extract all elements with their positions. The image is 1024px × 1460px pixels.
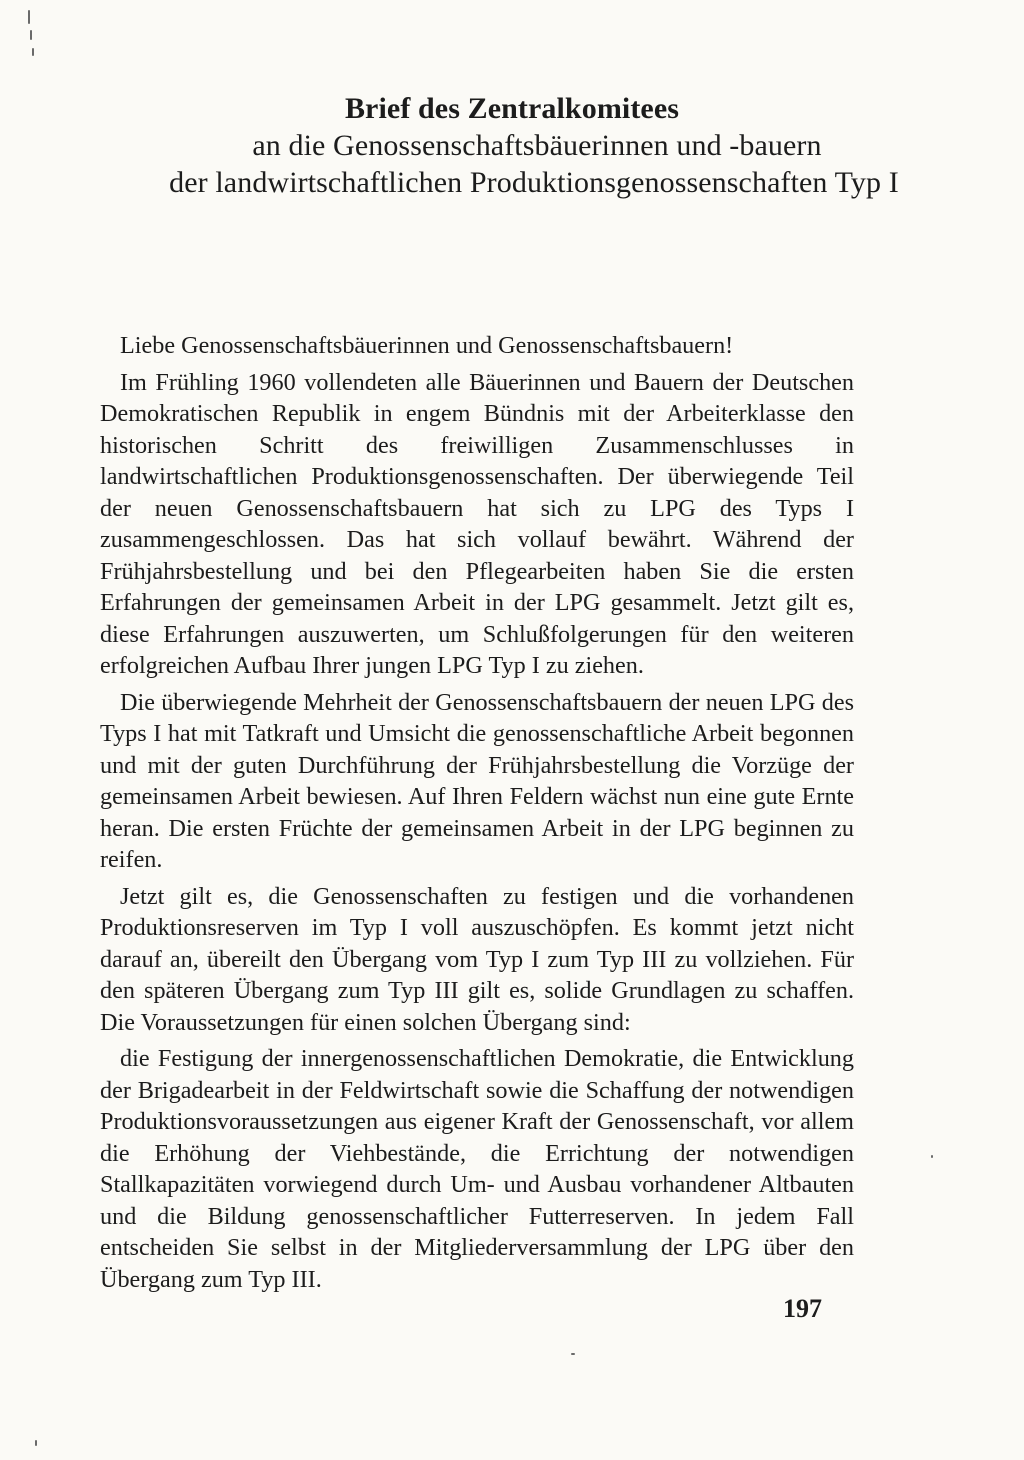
letter-title [0, 90, 1024, 201]
scan-speck [30, 30, 32, 40]
paragraph-3: Jetzt gilt es, die Genossenschaften zu festigen und die vorhandenen Produktionsreserven im Typ I voll auszuschöpfen. Es kommt jetzt nicht darauf an, übereilt den Übergang vom Typ I zum Typ III zu vollziehen. Für den späteren Übergang zum Typ III gilt es, solide Grundlagen zu schaffen. Die Voraussetzungen für einen solchen Übergang sind: [100, 882, 854, 1036]
scan-speck [32, 48, 34, 56]
scan-speck [35, 1440, 37, 1446]
paragraph-2: Die überwiegende Mehrheit der Genossenschaftsbauern der neuen LPG des Typs I hat mit Tatkraft und Umsicht die genossenschaftliche Arbeit begonnen und mit der guten Durchführung der Frühjahrsbestellung die Vorzüge der gemeinsamen Arbeit bewiesen. Auf Ihren Feldern wächst nun eine gute Ernte heran. Die ersten Früchte der gemeinsamen Arbeit in der LPG beginnen zu reifen. [100, 688, 854, 873]
title-line-2: an die Genossenschaftsbäuerinnen und -bauern [252, 129, 822, 162]
title-line-3: der landwirtschaftlichen Produktionsgenossenschaften Typ I [169, 166, 899, 199]
title-main: Brief des Zentralkomitees [344, 92, 680, 125]
page-number: 197 [783, 1294, 822, 1323]
paragraph-4: die Festigung der innergenossenschaftlichen Demokratie, die Entwicklung der Brigadearbeit in der Feldwirtschaft sowie die Schaffung der notwendigen Produktionsvoraussetzungen aus eigener Kraft der Genossenschaft, vor allem die Erhöhung der Viehbestände, die Errichtung der notwendigen Stallkapazitäten vorwiegend durch Um- und Ausbau vorhandener Altbauten und die Bildung genossenschaftlicher Futterreserven. In jedem Fall entscheiden Sie selbst in der Mitgliederversammlung der LPG über den Übergang zum Typ III. [100, 1045, 854, 1293]
scan-speck [28, 10, 30, 24]
scan-speck [571, 1353, 575, 1355]
paragraph-1: Im Frühling 1960 vollendeten alle Bäuerinnen und Bauern der Deutschen Demokratischen Republik in engem Bündnis mit der Arbeiterklasse den historischen Schritt des freiwilligen Zusammenschlusses in landwirtschaftlichen Produktionsgenossenschaften. Der überwiegende Teil der neuen Genossenschaftsbauern hat sich zu LPG des Typs I zusammengeschlossen. Das hat sich vollauf bewährt. Während der Frühjahrsbestellung und bei den Pflegearbeiten haben Sie die ersten Erfahrungen der gemeinsamen Arbeit in der LPG gesammelt. Jetzt gilt es, diese Erfahrungen auszuwerten, um Schlußfolgerungen für den weiteren erfolgreichen Aufbau Ihrer jungen LPG Typ I zu ziehen. [100, 368, 854, 679]
salutation: Liebe Genossenschaftsbäuerinnen und Genossenschaftsbauern! [120, 332, 734, 359]
letter-body [100, 330, 854, 1300]
scan-speck [931, 1155, 933, 1158]
